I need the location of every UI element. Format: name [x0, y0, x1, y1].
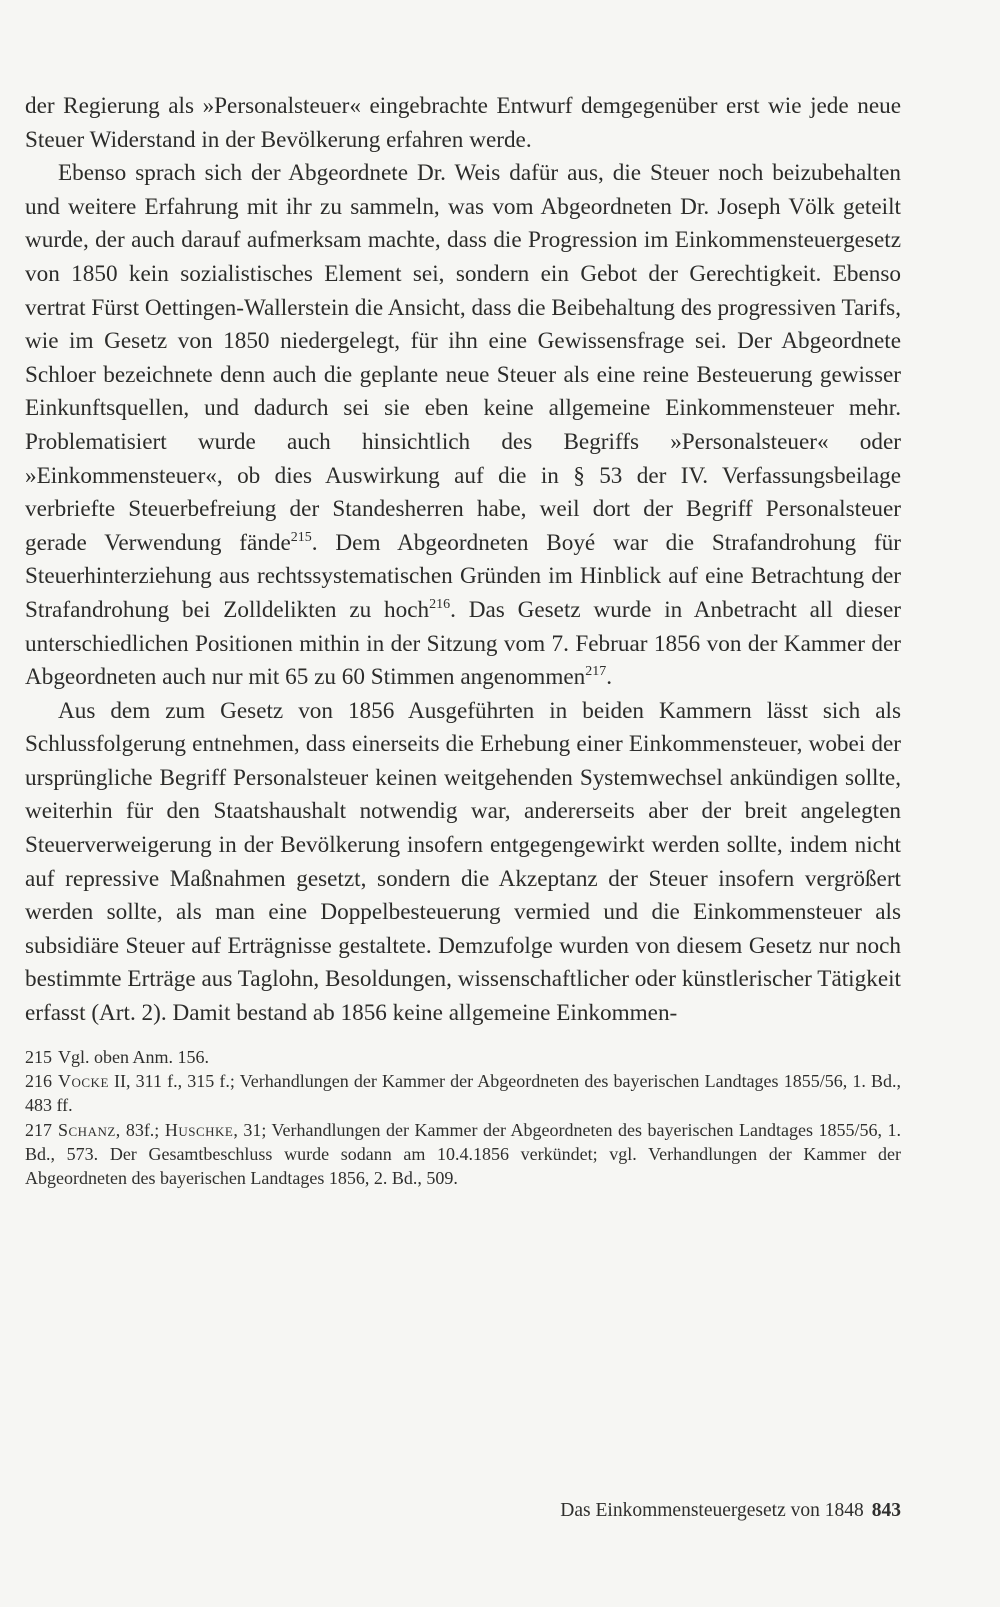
footnote-number: 216	[25, 1070, 52, 1091]
text-segment: der Regierung als »Personalsteuer« eingebrachte Entwurf demgegenüber erst wie jede neue Steuer Widerstand in der Bevölkerung erfahren werde.	[25, 93, 901, 153]
footnote-marker-216[interactable]: 216	[429, 596, 451, 612]
running-title: Das Einkommensteuergesetz von 1848	[560, 1500, 864, 1521]
text-segment: Ebenso sprach sich der Abgeordnete Dr. Weis dafür aus, die Steuer noch beizubehalten und weitere Erfahrung mit ihr zu sammeln, was vom Abgeordneten Dr. Joseph Völk geteilt wurde, der auch darauf aufmerksam machte, dass die Progression im Einkommensteuergesetz von 1850 kein sozialistisches Element sei, sondern ein Gebot der Gerechtigkeit. Ebenso vertrat Fürst Oettingen-Wallerstein die Ansicht, dass die Beibehaltung des progressiven Tarifs, wie im Gesetz von 1850 niedergelegt, für ihn eine Gewissensfrage sei. Der Abgeordnete Schloer bezeichnete denn auch die geplante neue Steuer als eine reine Besteuerung gewisser Einkunftsquellen, und dadurch sei sie eben keine allgemeine Einkommensteuer mehr. Problematisiert wurde auch hinsichtlich des Begriffs »Personalsteuer« oder »Einkommensteuer«, ob dies Auswirkung auf die in § 53 der IV. Verfassungsbeilage verbriefte Steuerbefreiung der Standesherren habe, weil dort der Begriff Personalsteuer gerade Verwendung fände	[25, 160, 901, 556]
page	[25, 90, 901, 1190]
paragraph	[25, 90, 901, 157]
author-name: Vocke	[58, 1070, 109, 1091]
text-segment: . Das Gesetz wurde in Anbetracht all dieser unterschiedlichen Positionen mithin in der Sitzung vom 7. Februar 1856 von der Kammer der Abgeordneten auch nur mit 65 zu 60 Stimmen angenommen	[25, 596, 901, 691]
footnote-text: II, 311 f., 315 f.; Verhandlungen der Kammer der Abgeordneten des bayerischen Landtages 1855/56, 1. Bd., 483 ff.	[25, 1070, 901, 1116]
footnote-number: 215	[25, 1046, 52, 1067]
page-number: 843	[871, 1500, 901, 1521]
footnote-number: 217	[25, 1119, 52, 1140]
footnote-text: Vgl. oben Anm. 156.	[58, 1046, 209, 1067]
paragraph	[25, 695, 901, 1031]
footnote-marker-215[interactable]: 215	[290, 529, 312, 545]
footnotes	[25, 1045, 901, 1191]
paragraph	[25, 157, 901, 695]
footnote-217	[25, 1118, 901, 1191]
text-segment: . Dem Abgeordneten Boyé war die Strafandrohung für Steuerhinterziehung aus rechtssystematischen Gründen im Hinblick auf eine Betrachtung der Strafandrohung bei Zolldelikten zu hoch	[25, 529, 901, 623]
footnote-text: , 83f.;	[115, 1119, 165, 1140]
footnote-marker-217[interactable]: 217	[585, 664, 607, 680]
author-name: Huschke	[164, 1119, 234, 1140]
text-segment: .	[606, 664, 613, 691]
text-segment: Aus dem zum Gesetz von 1856 Ausgeführten in beiden Kammern lässt sich als Schlussfolgerung entnehmen, dass einerseits die Erhebung einer Einkommensteuer, wobei der ursprüngliche Begriff Personalsteuer keinen weitgehenden Systemwechsel ankündigen sollte, weiterhin für den Staatshaushalt notwendig war, andererseits aber der breit angelegten Steuerverweigerung in der Bevölkerung insofern entgegengewirkt werden sollte, indem nicht auf repressive Maßnahmen gesetzt, sondern die Akzeptanz der Steuer insofern vergrößert werden sollte, als man eine Doppelbesteuerung vermied und die Einkommensteuer als subsidiäre Steuer auf Erträgnisse gestaltete. Demzufolge wurden von diesem Gesetz nur noch bestimmte Erträge aus Taglohn, Besoldungen, wissenschaftlicher oder künstlerischer Tätigkeit erfasst (Art. 2). Damit bestand ab 1856 keine allgemeine Einkommen-	[25, 697, 901, 1027]
footnote-216	[25, 1069, 901, 1118]
running-footer	[25, 1500, 901, 1522]
author-name: Schanz	[58, 1119, 116, 1140]
footnote-215	[25, 1045, 901, 1069]
body-text	[25, 90, 901, 1031]
footnote-text: , 31; Verhandlungen der Kammer der Abgeordneten des bayerischen Landtages 1855/56, 1. Bd., 573. Der Gesamtbeschluss wurde sodann am 10.4.1856 verkündet; vgl. Verhandlungen der Kammer der Abgeordneten des bayerischen Landtages 1856, 2. Bd., 509.	[25, 1119, 901, 1189]
